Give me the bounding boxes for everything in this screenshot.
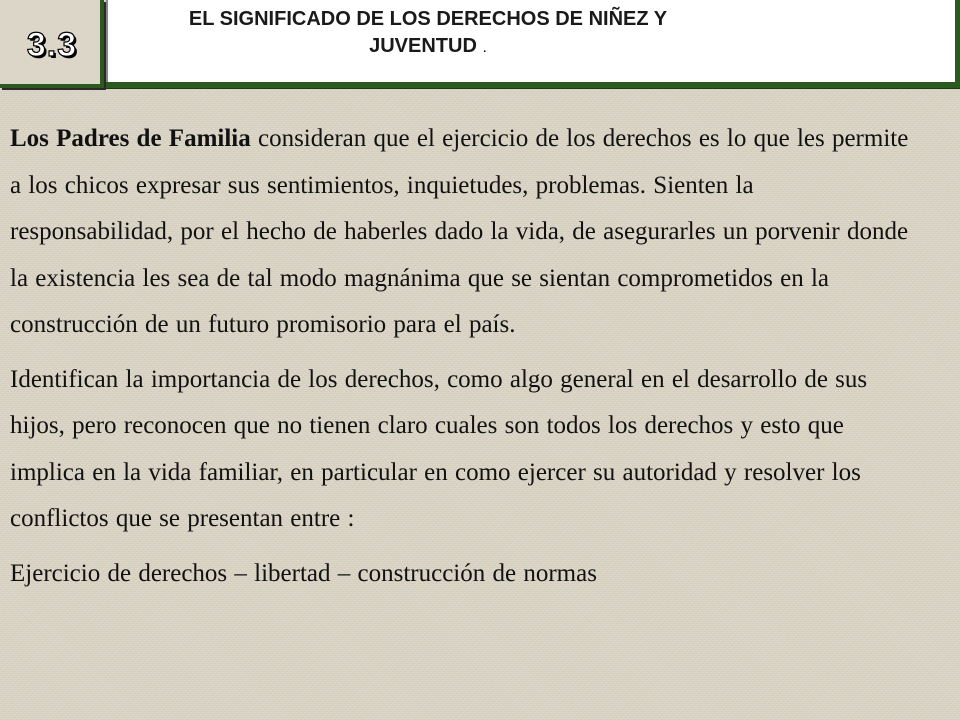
- paragraph-parents-text: consideran que el ejercicio de los derechos es lo que les permite a los chicos expresar sus sentimientos, inquietudes, problemas. Sienten la responsabilidad, por el hecho de haberles dado la vida, de asegurarles un porvenir donde la existencia les sea de tal modo magnánima que se sientan comprometidos en la construcción de un futuro promisorio para el país.: [10, 125, 909, 338]
- title-frame-right: [955, 0, 960, 88]
- paragraph-importance: Identifican la importancia de los derechos, como algo general en el desarrollo de sus hijos, pero reconocen que no tienen claro cuales son todos los derechos y esto que implica en la vida familiar, en particular en como ejercer su autoridad y resolver los conflictos que se presentan entre :: [10, 365, 868, 532]
- paragraph-parents: [10, 116, 910, 349]
- paragraph-summary: Ejercicio de derechos – libertad – construcción de normas: [10, 559, 597, 587]
- paragraph-parents-emphasis: Los Padres de Familia: [10, 125, 251, 152]
- title-frame-bottom: [106, 82, 960, 88]
- section-number-box: [0, 0, 104, 88]
- slide-body: [10, 116, 910, 597]
- section-number: 3.3: [26, 26, 78, 64]
- slide-title-text: EL SIGNIFICADO DE LOS DERECHOS DE NIÑEZ Y JUVENTUD: [188, 8, 668, 57]
- slide-title-trailing: .: [482, 39, 487, 56]
- slide-title: [148, 6, 708, 61]
- title-box: [106, 0, 955, 82]
